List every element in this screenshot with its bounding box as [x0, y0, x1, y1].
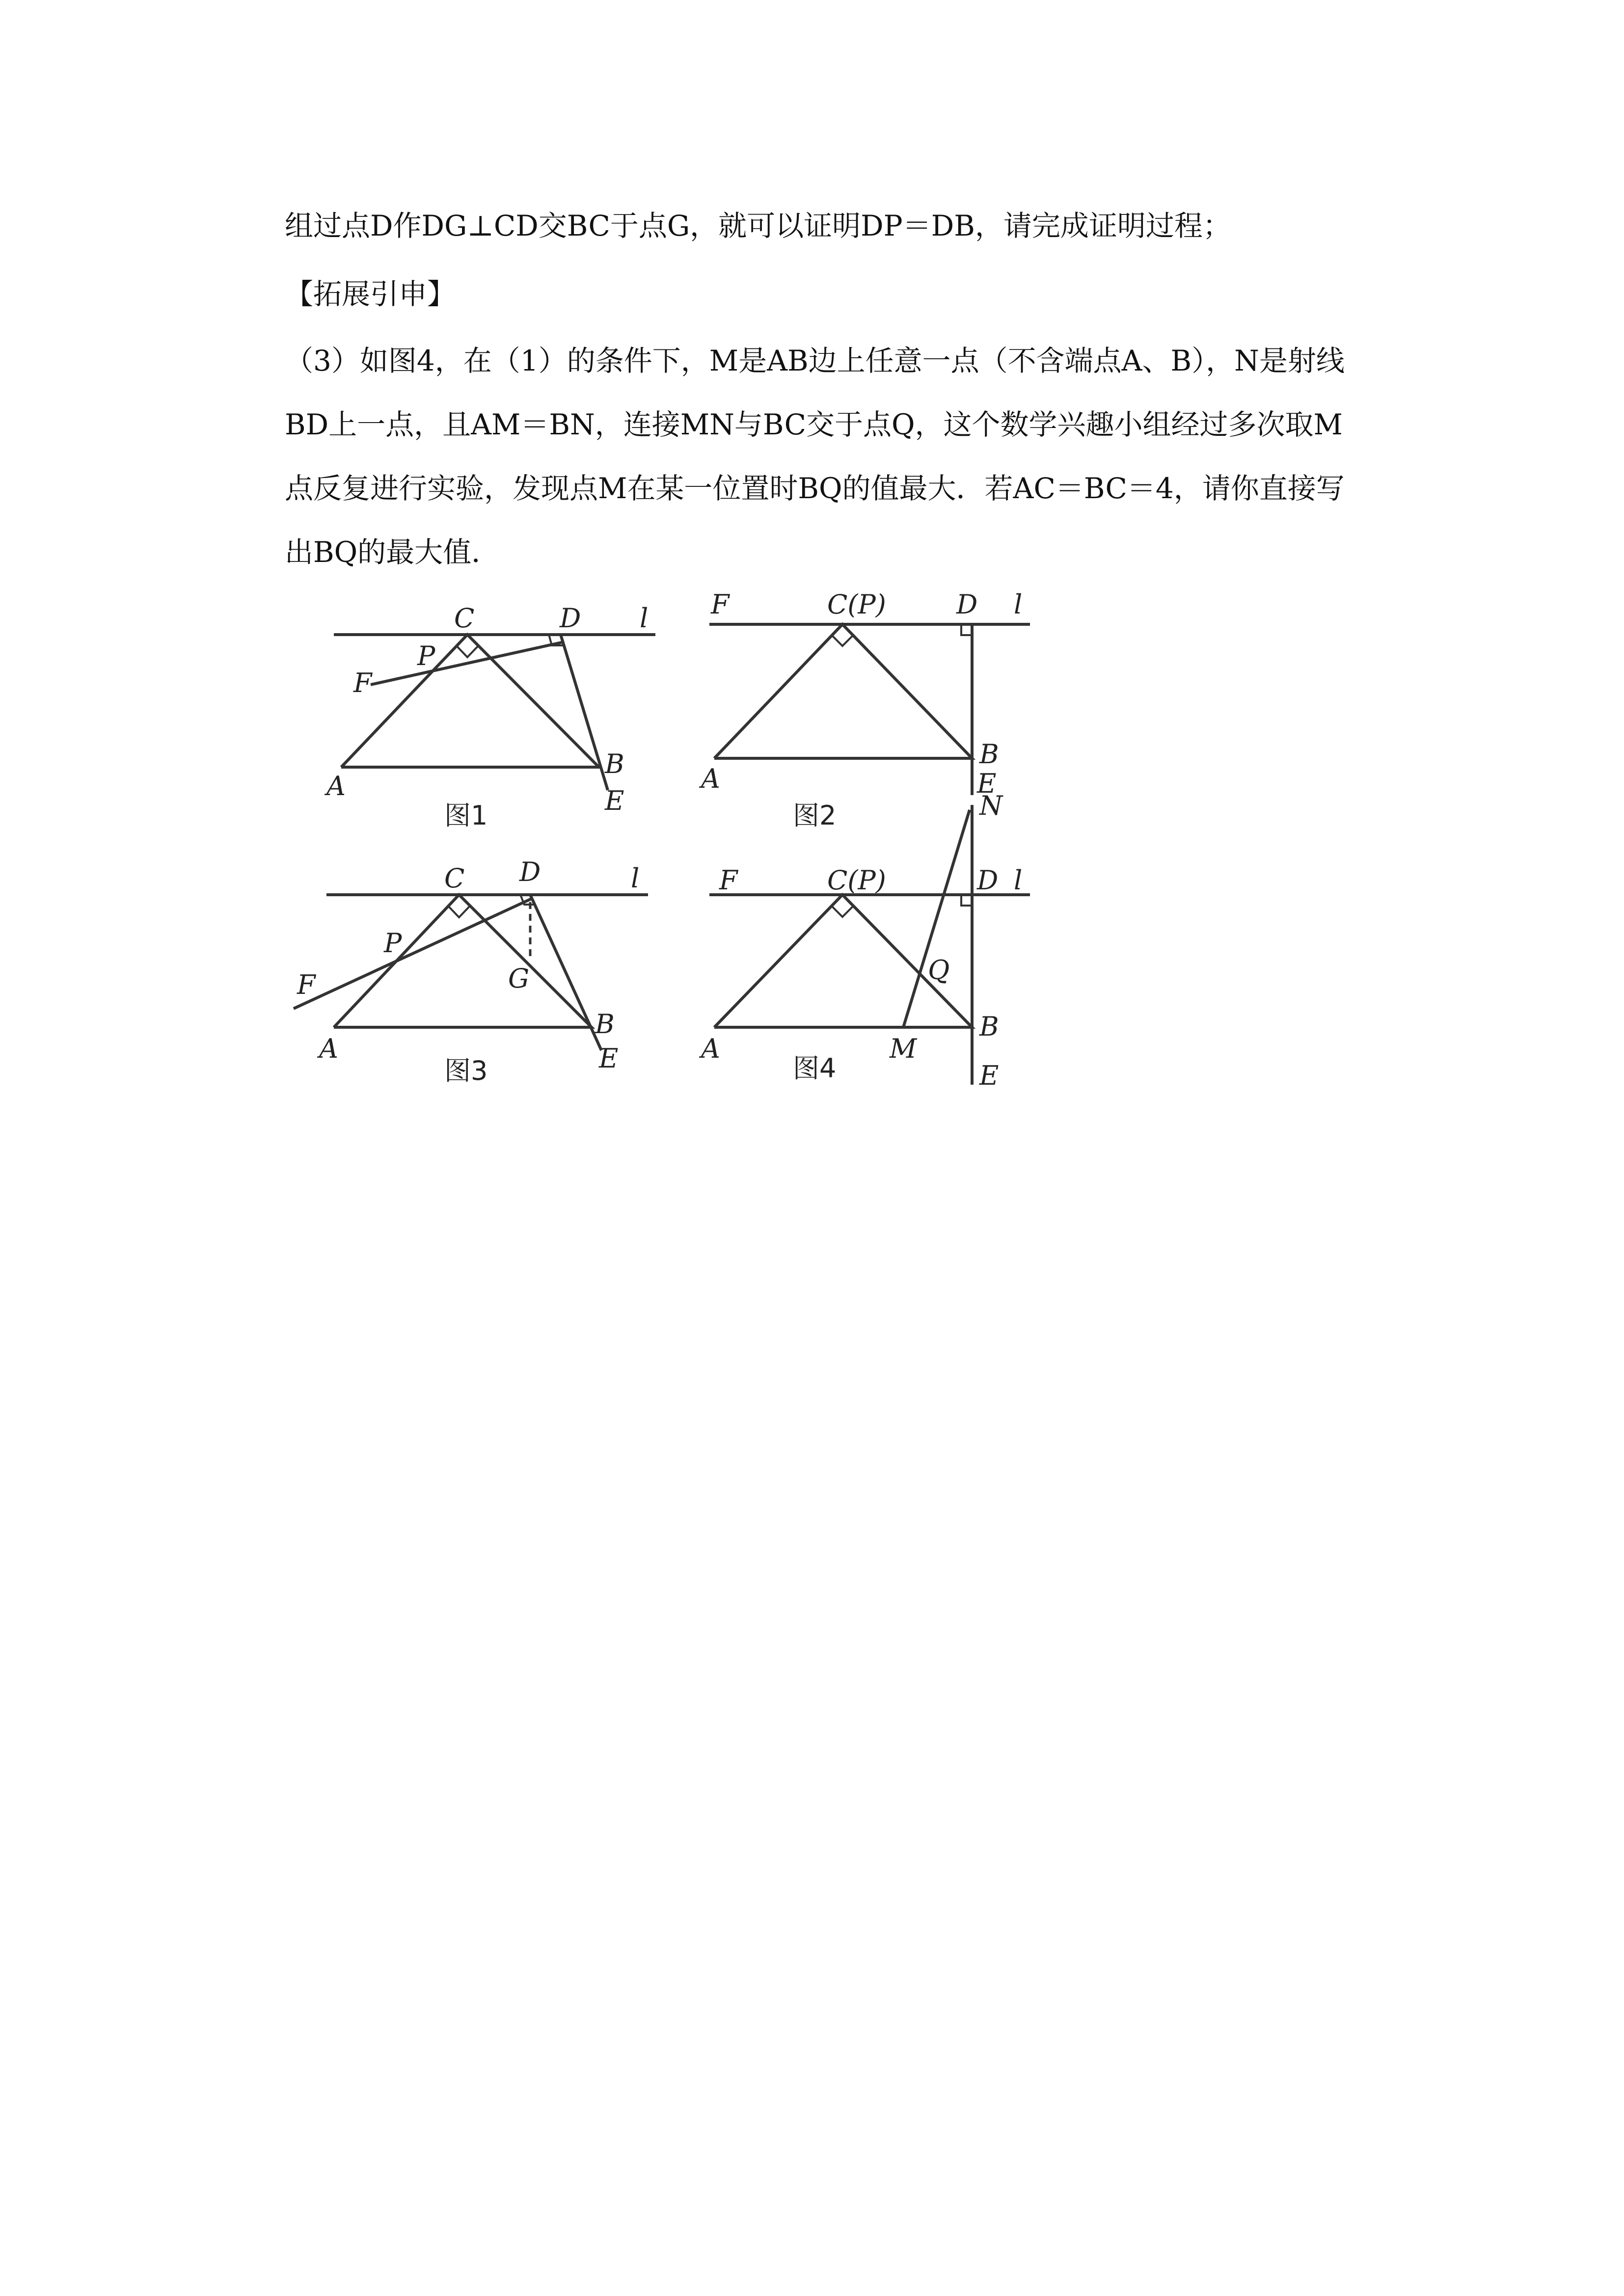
label-l: l [640, 603, 649, 634]
problem-text-line-3: （3）如图4，在（1）的条件下，M是AB边上任意一点（不含端点A、B），N是射线 [285, 344, 1345, 377]
label-e: E [977, 768, 997, 799]
problem-text-line-1: 组过点D作DG⊥CD交BC于点G，就可以证明DP＝DB，请完成证明过程； [285, 209, 1231, 242]
label-c: C [444, 863, 465, 894]
problem-text-line-5: 点反复进行实验，发现点M在某一位置时BQ的值最大．若AC＝BC＝4，请你直接写 [285, 472, 1345, 505]
label-q: Q [928, 955, 950, 986]
section-heading-extension: 【拓展引申】 [285, 277, 456, 311]
caption-figure-4: 图4 [793, 1053, 837, 1084]
right-angle-mark-d [961, 895, 972, 906]
problem-text-line-4: BD上一点，且AM＝BN，连接MN与BC交于点Q，这个数学兴趣小组经过多次取M [285, 408, 1343, 441]
label-d: D [560, 603, 581, 634]
label-l: l [1014, 865, 1023, 896]
label-a: A [319, 1033, 338, 1064]
label-b: B [595, 1009, 615, 1040]
label-d: D [977, 865, 999, 896]
label-c-p: C(P) [827, 589, 886, 620]
label-f: F [297, 969, 316, 1000]
label-c: C [454, 603, 475, 634]
label-p: P [417, 641, 435, 671]
label-a: A [701, 1033, 720, 1064]
label-g: G [508, 963, 530, 994]
caption-figure-1: 图1 [444, 800, 488, 831]
caption-figure-2: 图2 [793, 800, 837, 831]
problem-text-line-6: 出BQ的最大值． [285, 535, 500, 569]
label-l: l [631, 863, 640, 894]
segment-mn [903, 810, 970, 1027]
label-a: A [326, 771, 346, 801]
label-e: E [979, 1060, 999, 1091]
caption-figure-3: 图3 [444, 1055, 488, 1086]
label-d: D [519, 856, 541, 887]
label-l: l [1014, 589, 1023, 620]
label-b: B [979, 1011, 999, 1042]
label-e: E [605, 785, 624, 816]
label-e: E [599, 1043, 619, 1074]
label-b: B [979, 739, 999, 770]
label-m: M [890, 1033, 917, 1064]
label-c-p: C(P) [827, 865, 886, 896]
label-b: B [605, 748, 624, 779]
label-f: F [353, 667, 372, 698]
label-p: P [384, 928, 402, 959]
label-f: F [719, 865, 738, 896]
label-d: D [956, 589, 978, 620]
right-angle-mark-c [832, 895, 853, 917]
label-a: A [701, 763, 720, 794]
label-n: N [979, 790, 1003, 821]
label-f: F [711, 589, 730, 620]
